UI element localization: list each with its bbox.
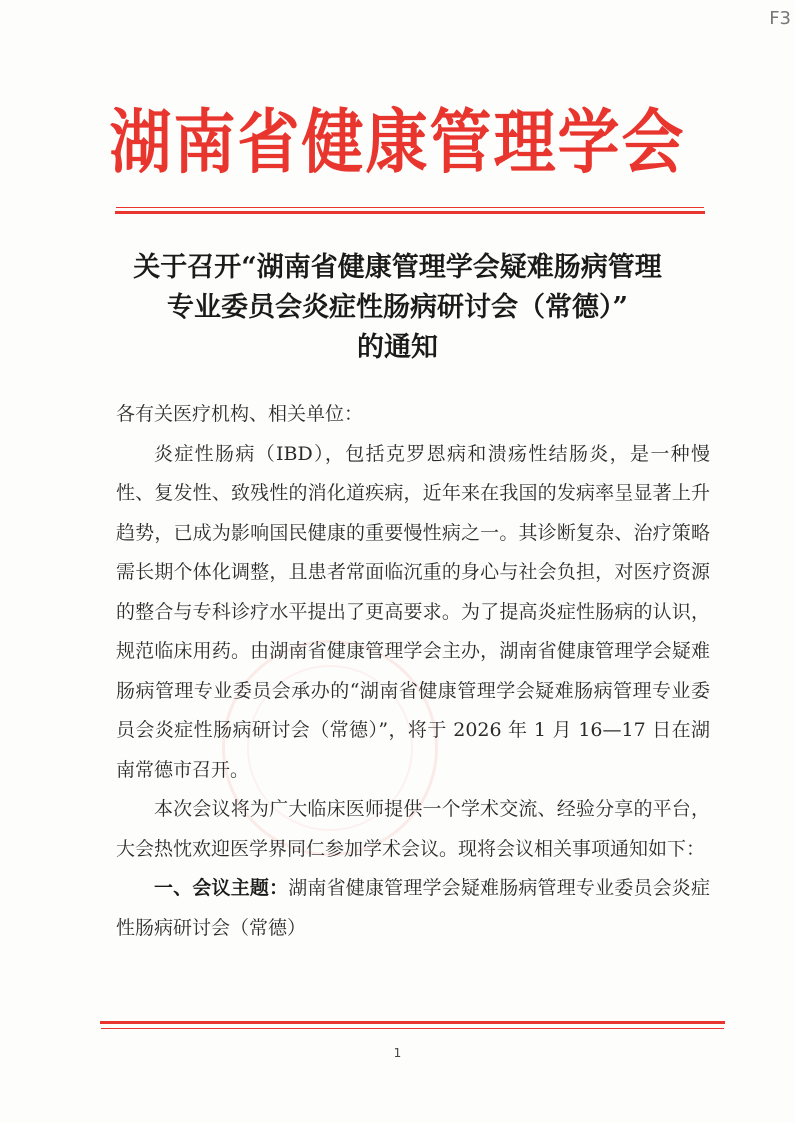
notice-body [116,395,710,948]
section-1-text: 湖南省健康管理学会疑难肠病管理专业委员会炎症性肠病研讨会（常德） [116,877,710,939]
section-1 [116,869,710,948]
notice-title-line: 关于召开“湖南省健康管理学会疑难肠病管理 [133,252,662,283]
section-1-heading: 一、会议主题： [154,877,289,899]
footer-red-rule [100,1021,725,1024]
notice-title-line: 专业委员会炎症性肠病研讨会（常德）” [166,292,629,323]
organization-header: 湖南省健康管理学会 [109,101,686,183]
notice-title-line: 的通知 [357,332,438,363]
body-paragraph: 炎症性肠病（IBD），包括克罗恩病和溃疡性结肠炎，是一种慢性、复发性、致残性的消化道疾病，近年来在我国的发病率呈显著上升趋势，已成为影响国民健康的重要慢性病之一。其诊断复杂、治疗策略需长期个体化调整，且患者常面临沉重的身心与社会负担，对医疗资源的整合与专科诊疗水平提出了更高要求。为了提高炎症性肠病的认识，规范临床用药。由湖南省健康管理学会主办，湖南省健康管理学会疑难肠病管理专业委员会承办的“湖南省健康管理学会疑难肠病管理专业委员会炎症性肠病研讨会（常德）”，将于 2026 年 1 月 16—17 日在湖南常德市召开。 [116,442,710,781]
header-red-rule [115,211,705,214]
salutation: 各有关医疗机构、相关单位： [116,403,364,425]
body-paragraph: 本次会议将为广大临床医师提供一个学术交流、经验分享的平台，大会热忱欢迎医学界同仁参加学术会议。现将会议相关事项通知如下： [116,798,710,860]
page-number: 1 [393,1046,402,1060]
notice-title [0,248,795,368]
corner-mark: F3 [769,8,791,29]
